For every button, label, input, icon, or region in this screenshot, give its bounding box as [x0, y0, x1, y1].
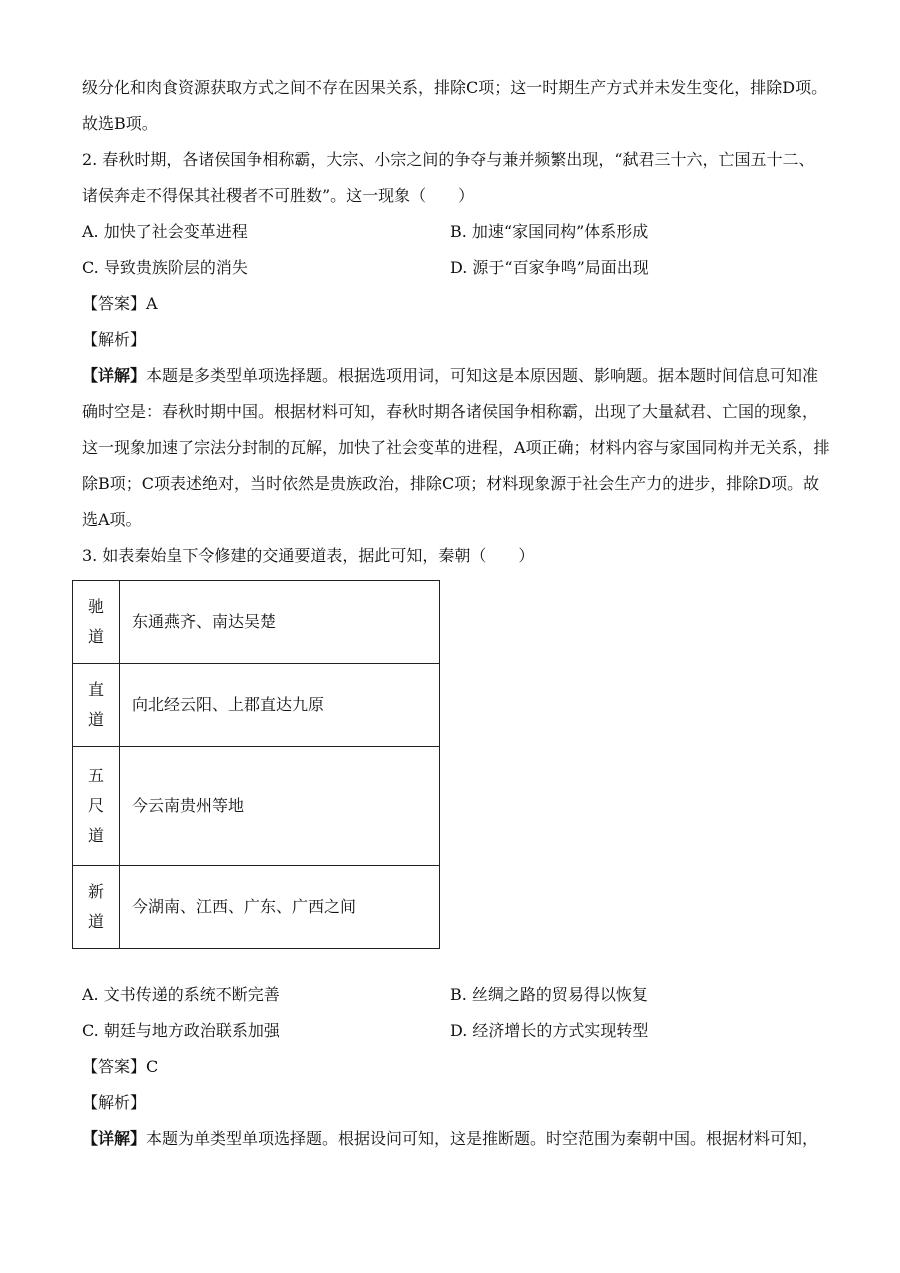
q3-analysis-label: 【解析】: [82, 1093, 147, 1112]
road-desc-cell: 今湖南、江西、广东、广西之间: [120, 866, 440, 949]
q2-options: [82, 214, 827, 286]
road-name-cell: 新 道: [73, 866, 120, 949]
q2-analysis-label: 【解析】: [82, 330, 147, 349]
q2-option-d: D. 源于“百家争鸣”局面出现: [450, 258, 649, 277]
q3-stem: 3. 如表秦始皇下令修建的交通要道表，据此可知，秦朝（ ）: [82, 546, 535, 565]
q2-option-b: B. 加速“家国同构”体系形成: [450, 222, 649, 241]
q2-detail-tag: 【详解】: [82, 366, 147, 385]
q2-answer: 【答案】A: [82, 294, 158, 313]
roads-table: [72, 580, 440, 949]
q2-option-c: C. 导致贵族阶层的消失: [82, 258, 248, 277]
road-desc-cell: 今云南贵州等地: [120, 747, 440, 866]
q3-option-b: B. 丝绸之路的贸易得以恢复: [450, 985, 648, 1004]
q2-stem: [82, 142, 827, 214]
q3-option-c: C. 朝廷与地方政治联系加强: [82, 1021, 280, 1040]
q2-stem-line: 2. 春秋时期，各诸侯国争相称霸，大宗、小宗之间的争夺与兼并频繁出现，“弑君三十六，亡国五十二、: [82, 150, 815, 169]
q3-option-d: D. 经济增长的方式实现转型: [450, 1021, 649, 1040]
q1-tail-line: 级分化和肉食资源获取方式之间不存在因果关系，排除C项；这一时期生产方式并未发生变化，排除D项。: [82, 78, 828, 97]
q3-detail: [82, 1121, 827, 1157]
q3-detail-tag: 【详解】: [82, 1129, 147, 1148]
q3-answer: 【答案】C: [82, 1057, 159, 1076]
q2-detail-line: 选A项。: [82, 510, 142, 529]
q1-analysis-tail: [82, 70, 827, 142]
q2-detail-line: 本题是多类型单项选择题。根据选项用词，可知这是本原因题、影响题。据本题时间信息可知准: [146, 366, 819, 385]
q3-options: [82, 977, 827, 1049]
q3-option-a: A. 文书传递的系统不断完善: [82, 985, 280, 1004]
table-row: [73, 747, 440, 866]
q2-detail-line: 这一现象加速了宗法分封制的瓦解，加快了社会变革的进程，A项正确；材料内容与家国同构并无关系，排: [82, 438, 830, 457]
table-row: [73, 581, 440, 664]
q2-detail-line: 除B项；C项表述绝对，当时依然是贵族政治，排除C项；材料现象源于社会生产力的进步，排除D项。故: [82, 474, 820, 493]
road-name-cell: 直 道: [73, 664, 120, 747]
q1-tail-line: 故选B项。: [82, 114, 158, 133]
table-row: [73, 866, 440, 949]
q2-option-a: A. 加快了社会变革进程: [82, 222, 248, 241]
road-desc-cell: 东通燕齐、南达吴楚: [120, 581, 440, 664]
road-desc-cell: 向北经云阳、上郡直达九原: [120, 664, 440, 747]
q3-detail-line: 本题为单类型单项选择题。根据设问可知，这是推断题。时空范围为秦朝中国。根据材料可知，: [146, 1129, 819, 1148]
table-row: [73, 664, 440, 747]
road-name-cell: 五 尺 道: [73, 747, 120, 866]
q2-stem-line: 诸侯奔走不得保其社稷者不可胜数”。这一现象（ ）: [82, 186, 475, 205]
q2-detail-line: 确时空是：春秋时期中国。根据材料可知，春秋时期各诸侯国争相称霸，出现了大量弑君、亡国的现象，: [82, 402, 819, 421]
q2-detail: [82, 358, 830, 538]
document-page: [82, 70, 830, 1157]
road-name-cell: 驰 道: [73, 581, 120, 664]
